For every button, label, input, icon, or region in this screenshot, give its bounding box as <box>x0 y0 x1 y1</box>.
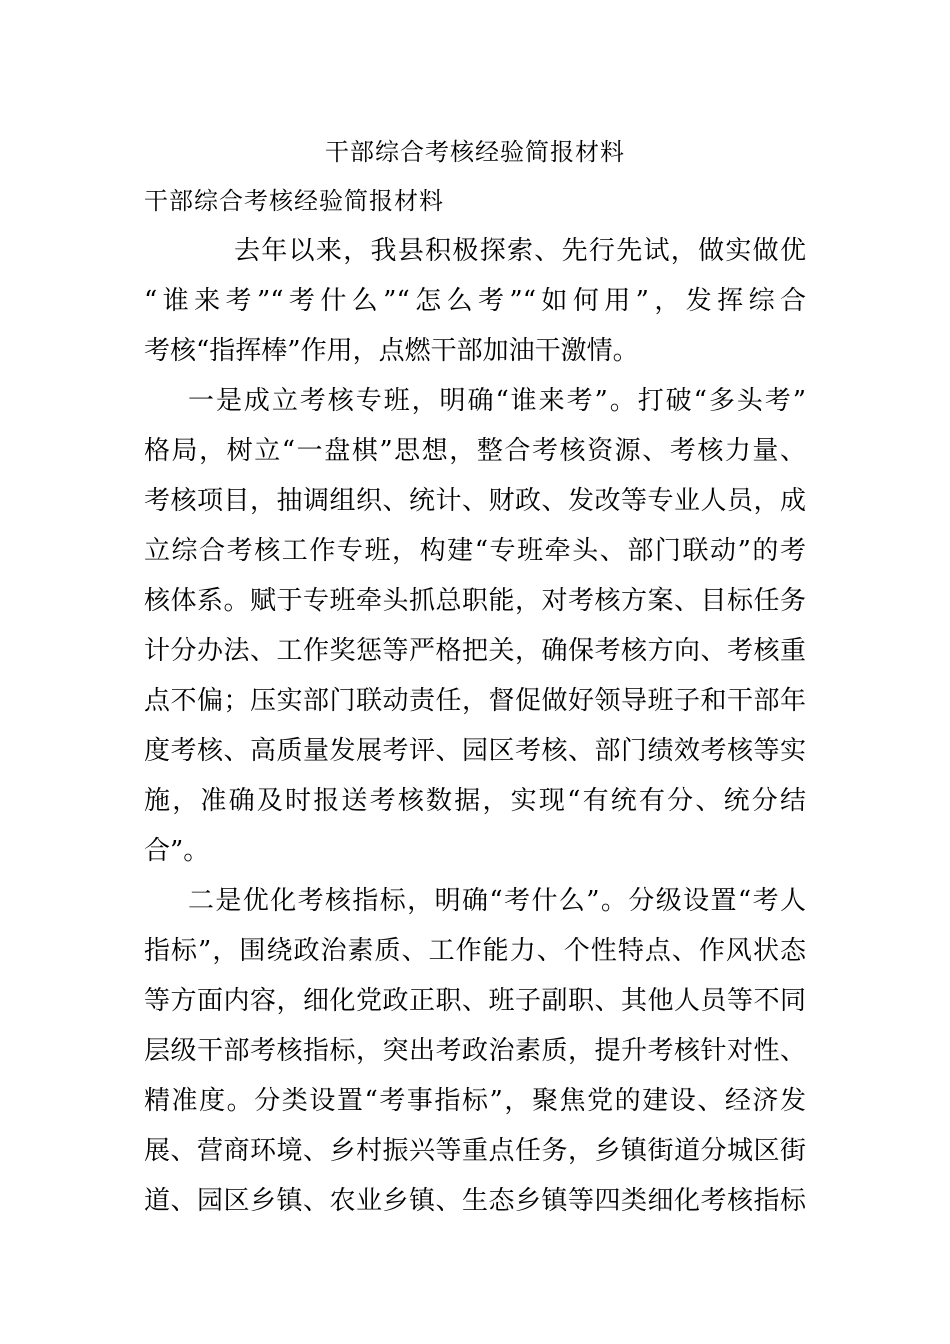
paragraph-line: 道、园区乡镇、农业乡镇、生态乡镇等四类细化考核指标 <box>144 1186 806 1216</box>
paragraph-line: 计分办法、工作奖惩等严格把关，确保考核方向、考核重 <box>144 636 806 666</box>
paragraph-line: 立综合考核工作专班，构建“专班牵头、部门联动”的考 <box>144 536 806 566</box>
paragraph-line: 二是优化考核指标，明确“考什么”。分级设置“考人 <box>188 886 806 916</box>
paragraph-line: 格局，树立“一盘棋”思想，整合考核资源、考核力量、 <box>144 436 806 466</box>
paragraph-line: “谁来考”“考什么”“怎么考”“如何用”，发挥综合 <box>144 286 806 316</box>
paragraph-line: 合”。 <box>144 836 210 866</box>
document-title: 干部综合考核经验简报材料 <box>325 138 625 166</box>
paragraph-line: 层级干部考核指标，突出考政治素质，提升考核针对性、 <box>144 1036 806 1066</box>
paragraph-line: 考核“指挥棒”作用，点燃干部加油干激情。 <box>144 336 639 366</box>
paragraph-line: 指标”，围绕政治素质、工作能力、个性特点、作风状态 <box>144 936 806 966</box>
paragraph-line: 核体系。赋于专班牵头抓总职能，对考核方案、目标任务 <box>144 586 806 616</box>
document-subtitle: 干部综合考核经验简报材料 <box>144 187 444 215</box>
paragraph-line: 考核项目，抽调组织、统计、财政、发改等专业人员，成 <box>144 486 806 516</box>
paragraph-line: 施，准确及时报送考核数据，实现“有统有分、统分结 <box>144 786 806 816</box>
paragraph-line: 度考核、高质量发展考评、园区考核、部门绩效考核等实 <box>144 736 806 766</box>
paragraph-line: 精准度。分类设置“考事指标”，聚焦党的建设、经济发 <box>144 1086 806 1116</box>
paragraph-line: 点不偏；压实部门联动责任，督促做好领导班子和干部年 <box>144 686 806 716</box>
paragraph-line: 去年以来，我县积极探索、先行先试，做实做优 <box>234 236 806 266</box>
paragraph-line: 展、营商环境、乡村振兴等重点任务，乡镇街道分城区街 <box>144 1136 806 1166</box>
paragraph-line: 一是成立考核专班，明确“谁来考”。打破“多头考” <box>188 386 806 416</box>
paragraph-line: 等方面内容，细化党政正职、班子副职、其他人员等不同 <box>144 986 806 1016</box>
